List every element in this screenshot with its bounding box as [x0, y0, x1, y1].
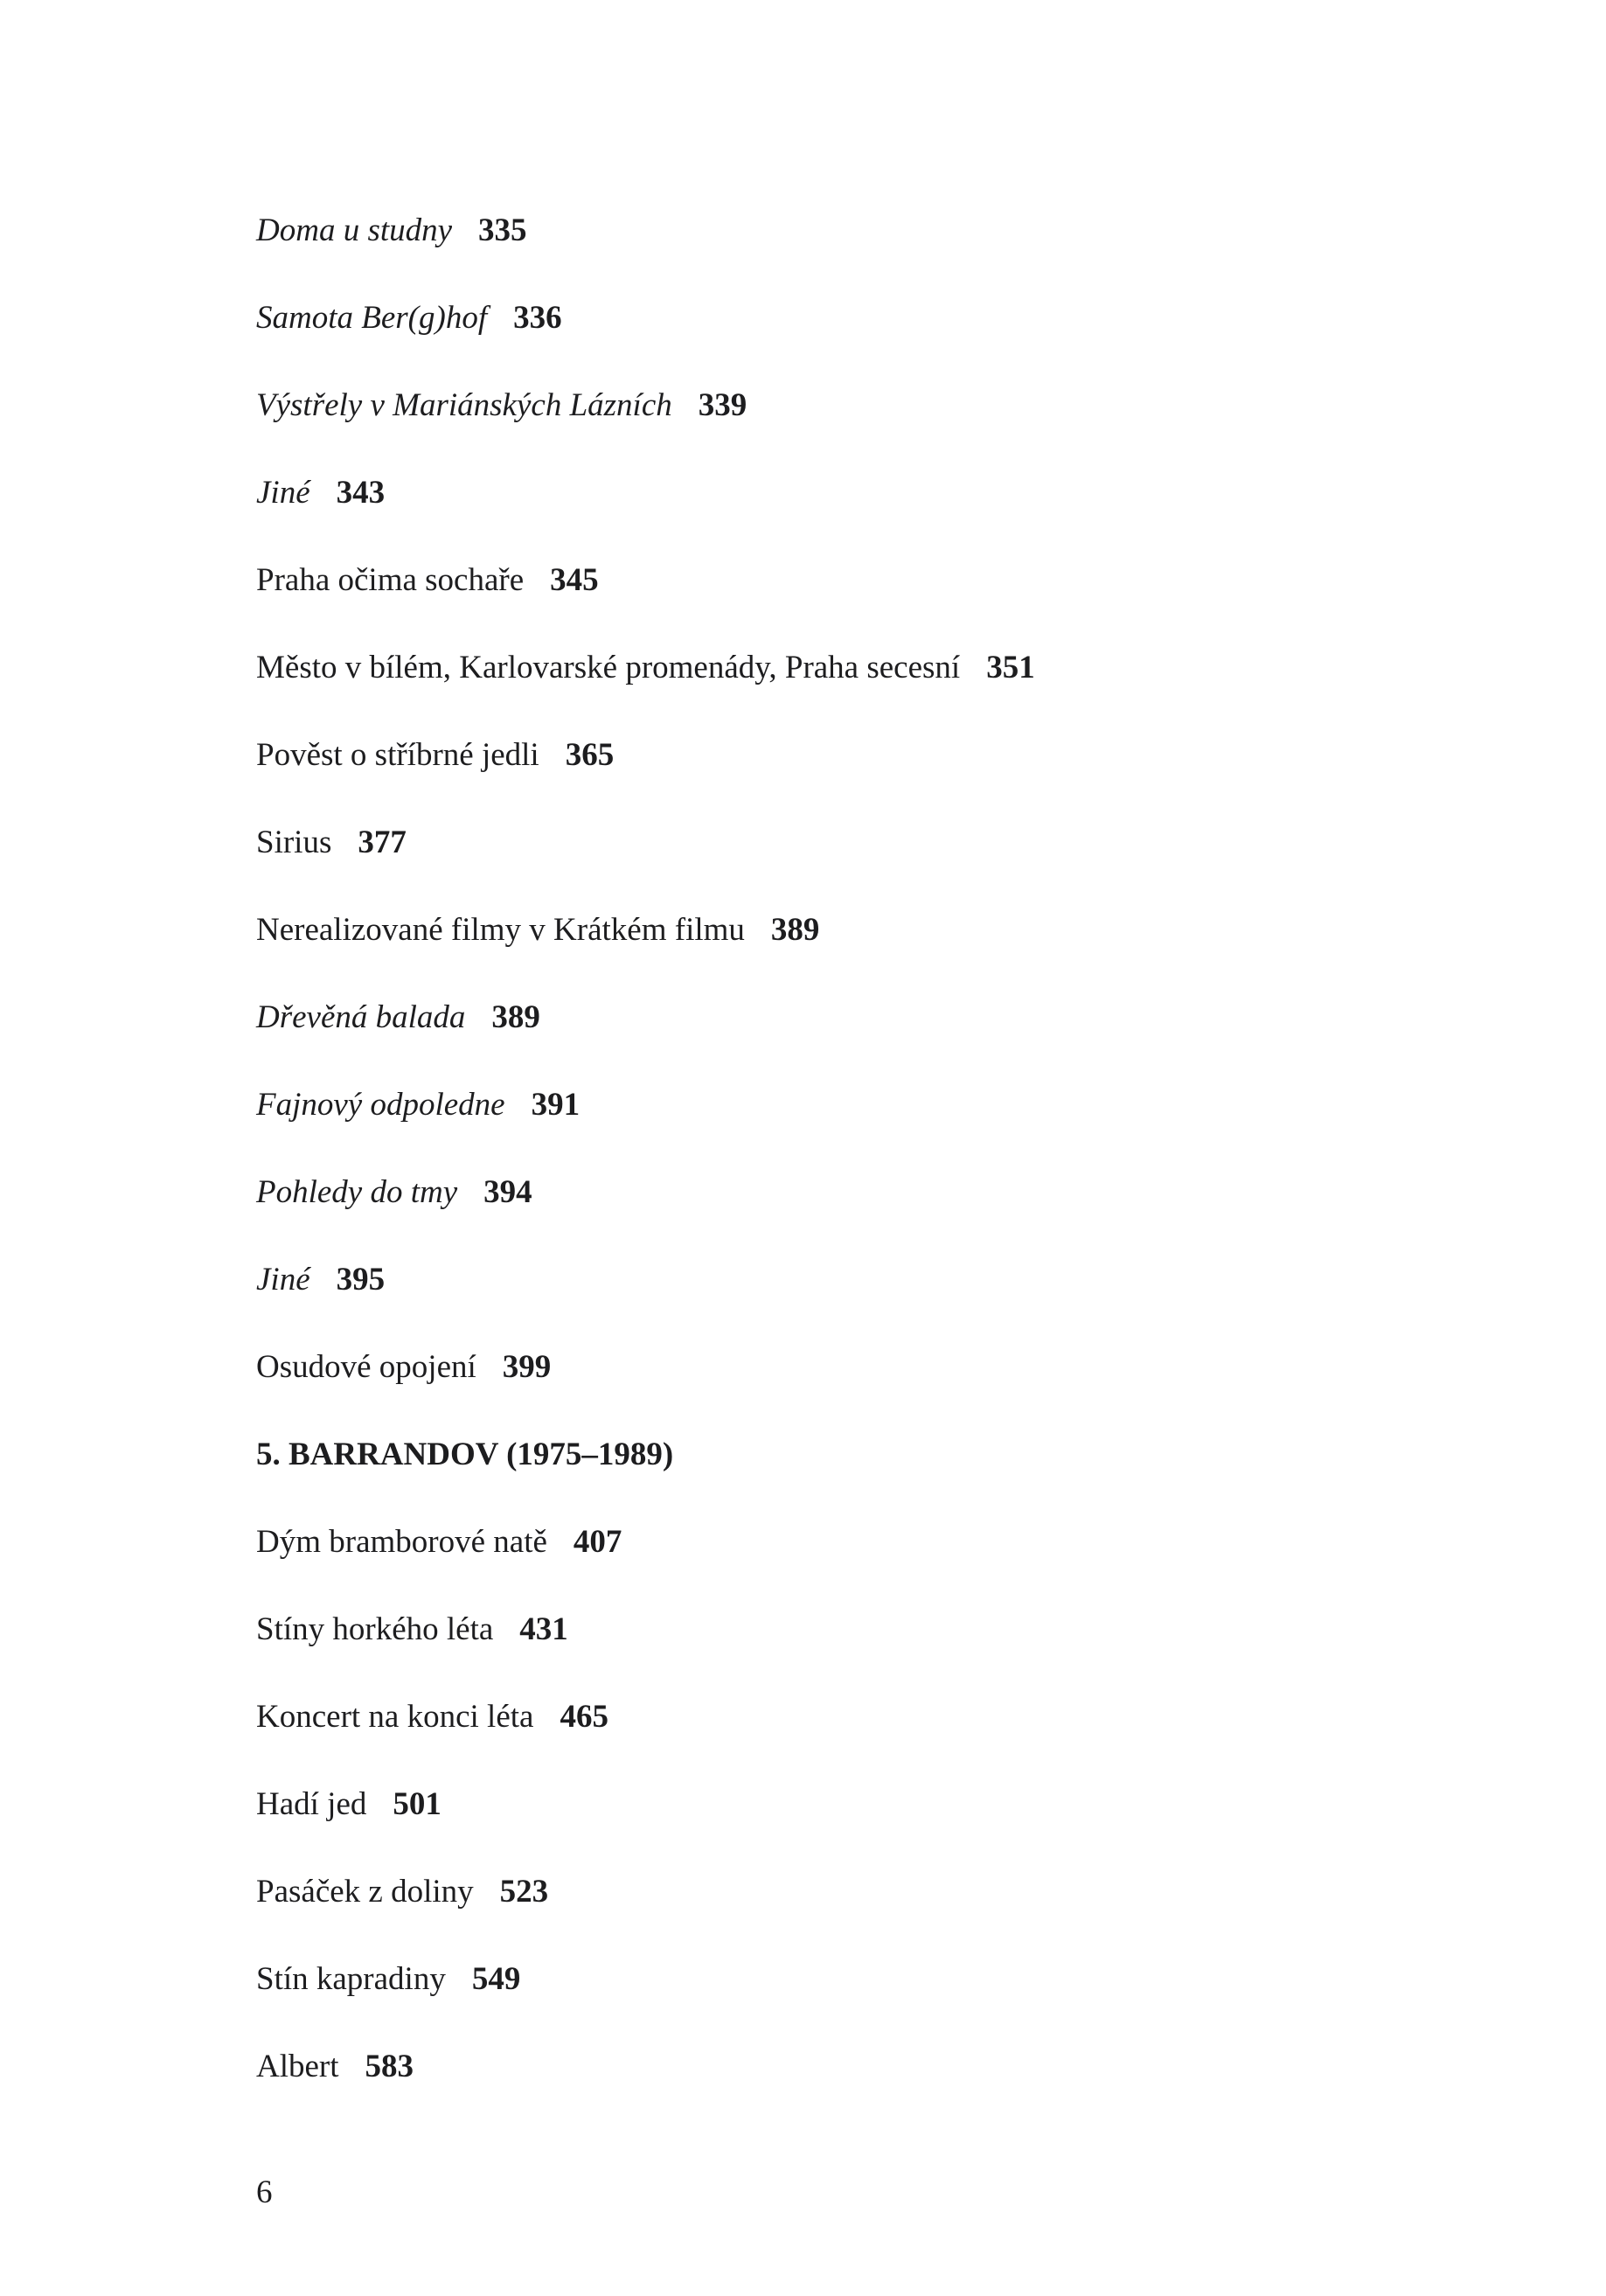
toc-entry-page-number: 377: [358, 824, 407, 860]
toc-entry: [256, 1257, 1035, 1345]
toc-entry-page-number: 501: [393, 1786, 441, 1822]
toc-entry-title: Pohledy do tmy: [256, 1174, 458, 1210]
toc-entry-title: Výstřely v Mariánských Lázních: [256, 387, 672, 423]
toc-entry-page-number: 336: [513, 300, 562, 336]
toc-entry: [256, 1607, 1035, 1694]
toc-entry-title: Jiné: [256, 475, 310, 511]
toc-entry-page-number: 351: [986, 650, 1035, 685]
toc-entry-page-number: 394: [483, 1174, 532, 1210]
toc-entry-page-number: 335: [478, 212, 527, 248]
toc-entry-page-number: 389: [770, 912, 820, 948]
toc-entry-page-number: 365: [565, 737, 615, 773]
toc-entry-page-number: 399: [502, 1349, 552, 1385]
toc-entry: [256, 383, 1035, 470]
toc-entry-title: Pověst o stříbrné jedli: [256, 737, 539, 773]
toc-entry-title: Osudové opojení: [256, 1349, 476, 1385]
toc-entry: [256, 208, 1035, 296]
toc-entry-page-number: 549: [471, 1961, 521, 1997]
toc-entry-title: Koncert na konci léta: [256, 1699, 534, 1735]
toc-entry: [256, 1869, 1035, 1957]
toc-entry: [256, 820, 1035, 908]
toc-entry-page-number: 431: [519, 1611, 568, 1647]
toc-entry: [256, 1520, 1035, 1607]
toc-entry-page-number: 391: [531, 1087, 581, 1123]
toc-entry-title: Hadí jed: [256, 1786, 367, 1822]
toc-entry: [256, 645, 1035, 733]
toc-entry-title: Nerealizované filmy v Krátkém filmu: [256, 912, 745, 948]
toc-section-heading: [256, 1432, 1035, 1520]
toc-entry-page-number: 395: [336, 1262, 386, 1298]
toc-entry-page-number: 583: [365, 2049, 414, 2084]
toc-entry-page-number: 343: [336, 475, 386, 511]
toc-entry-title: Sirius: [256, 824, 332, 860]
toc-entry: [256, 908, 1035, 995]
toc-entry: [256, 296, 1035, 383]
toc-entry-page-number: 407: [573, 1524, 622, 1560]
toc-entry-title: Město v bílém, Karlovarské promenády, Praha secesní: [256, 650, 961, 685]
toc-entry: [256, 733, 1035, 820]
table-of-contents: [256, 208, 1035, 2132]
toc-entry-page-number: 345: [550, 562, 599, 598]
toc-entry-title: Praha očima sochaře: [256, 562, 525, 598]
toc-entry-page-number: 389: [491, 999, 540, 1035]
toc-entry-title: Stín kapradiny: [256, 1961, 446, 1997]
toc-entry: [256, 558, 1035, 645]
toc-entry-title: Stíny horkého léta: [256, 1611, 494, 1647]
toc-entry: [256, 470, 1035, 558]
toc-entry: [256, 2044, 1035, 2132]
toc-entry-title: Jiné: [256, 1262, 310, 1298]
toc-entry-title: Dřevěná balada: [256, 999, 466, 1035]
toc-entry: [256, 1345, 1035, 1432]
toc-entry-title: 5. BARRANDOV (1975–1989): [256, 1437, 674, 1472]
toc-entry-page-number: 339: [698, 387, 747, 423]
toc-entry: [256, 1957, 1035, 2044]
toc-entry-title: Albert: [256, 2049, 339, 2084]
toc-entry-title: Fajnový odpoledne: [256, 1087, 505, 1123]
toc-entry-title: Dým bramborové natě: [256, 1524, 547, 1560]
toc-entry-page-number: 465: [560, 1699, 608, 1735]
toc-entry: [256, 1170, 1035, 1257]
toc-entry: [256, 1694, 1035, 1782]
toc-entry: [256, 1782, 1035, 1869]
page-number: 6: [256, 2174, 273, 2210]
toc-entry-page-number: 523: [499, 1874, 549, 1910]
toc-entry-title: Pasáček z doliny: [256, 1874, 474, 1910]
toc-entry-title: Doma u studny: [256, 212, 453, 248]
toc-entry: [256, 1082, 1035, 1170]
toc-entry: [256, 995, 1035, 1082]
toc-entry-title: Samota Ber(g)hof: [256, 300, 488, 336]
